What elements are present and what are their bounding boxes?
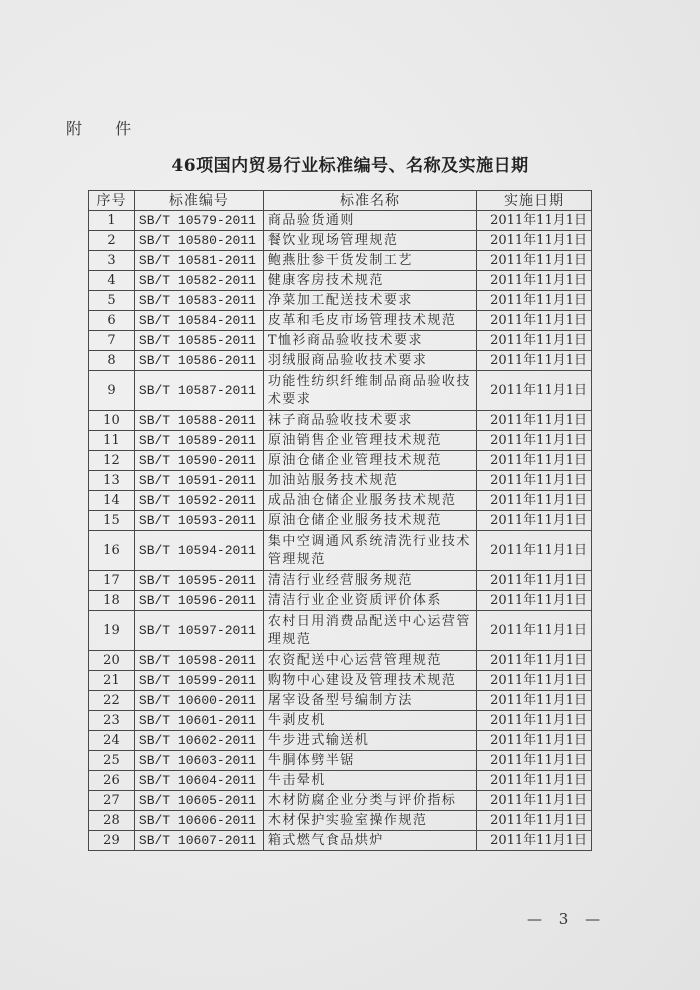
cell-effective-date: 2011年11月1日 (477, 771, 592, 791)
cell-standard-name: 餐饮业现场管理规范 (263, 231, 476, 251)
cell-standard-name: 箱式燃气食品烘炉 (263, 831, 476, 851)
cell-effective-date: 2011年11月1日 (477, 411, 592, 431)
cell-standard-code: SB/T 10602-2011 (134, 731, 263, 751)
cell-serial-number: 8 (89, 351, 135, 371)
attachment-label: 附 件 (66, 119, 146, 138)
cell-effective-date: 2011年11月1日 (477, 491, 592, 511)
cell-standard-code: SB/T 10588-2011 (134, 411, 263, 431)
cell-effective-date: 2011年11月1日 (477, 311, 592, 331)
cell-standard-name: 原油仓储企业服务技术规范 (263, 511, 476, 531)
cell-standard-name: 净菜加工配送技术要求 (263, 291, 476, 311)
cell-standard-code: SB/T 10582-2011 (134, 271, 263, 291)
cell-standard-name: 商品验货通则 (263, 211, 476, 231)
cell-standard-name: 原油仓储企业管理技术规范 (263, 451, 476, 471)
cell-standard-name: 牛剥皮机 (263, 711, 476, 731)
table-row (89, 831, 592, 851)
cell-standard-name: 功能性纺织纤维制品商品验收技术要求 (263, 371, 476, 411)
cell-standard-name: 木材防腐企业分类与评价指标 (263, 791, 476, 811)
cell-standard-code: SB/T 10586-2011 (134, 351, 263, 371)
cell-effective-date: 2011年11月1日 (477, 831, 592, 851)
cell-effective-date: 2011年11月1日 (477, 751, 592, 771)
cell-effective-date: 2011年11月1日 (477, 651, 592, 671)
cell-standard-name: 集中空调通风系统清洗行业技术管理规范 (263, 531, 476, 571)
cell-standard-name: 牛胴体劈半锯 (263, 751, 476, 771)
cell-effective-date: 2011年11月1日 (477, 231, 592, 251)
table-row (89, 651, 592, 671)
cell-effective-date: 2011年11月1日 (477, 731, 592, 751)
cell-effective-date: 2011年11月1日 (477, 371, 592, 411)
header-standard-code: 标准编号 (134, 191, 263, 211)
table-row (89, 491, 592, 511)
table-row (89, 751, 592, 771)
table-row (89, 251, 592, 271)
cell-effective-date: 2011年11月1日 (477, 791, 592, 811)
cell-effective-date: 2011年11月1日 (477, 351, 592, 371)
cell-standard-name: 皮革和毛皮市场管理技术规范 (263, 311, 476, 331)
document-title: 46项国内贸易行业标准编号、名称及实施日期 (171, 156, 529, 176)
cell-standard-name: 屠宰设备型号编制方法 (263, 691, 476, 711)
cell-serial-number: 21 (89, 671, 135, 691)
cell-standard-code: SB/T 10600-2011 (134, 691, 263, 711)
cell-effective-date: 2011年11月1日 (477, 571, 592, 591)
cell-serial-number: 24 (89, 731, 135, 751)
table-row (89, 611, 592, 651)
cell-standard-code: SB/T 10589-2011 (134, 431, 263, 451)
cell-serial-number: 28 (89, 811, 135, 831)
cell-serial-number: 9 (89, 371, 135, 411)
cell-standard-code: SB/T 10579-2011 (134, 211, 263, 231)
cell-standard-code: SB/T 10591-2011 (134, 471, 263, 491)
cell-effective-date: 2011年11月1日 (477, 431, 592, 451)
cell-standard-code: SB/T 10605-2011 (134, 791, 263, 811)
cell-standard-code: SB/T 10598-2011 (134, 651, 263, 671)
cell-serial-number: 15 (89, 511, 135, 531)
table-row (89, 291, 592, 311)
cell-serial-number: 17 (89, 571, 135, 591)
cell-effective-date: 2011年11月1日 (477, 291, 592, 311)
cell-standard-code: SB/T 10584-2011 (134, 311, 263, 331)
cell-serial-number: 26 (89, 771, 135, 791)
table-row (89, 451, 592, 471)
cell-standard-name: 健康客房技术规范 (263, 271, 476, 291)
table-row (89, 431, 592, 451)
cell-standard-code: SB/T 10601-2011 (134, 711, 263, 731)
cell-standard-name: 木材保护实验室操作规范 (263, 811, 476, 831)
cell-standard-name: 加油站服务技术规范 (263, 471, 476, 491)
table-row (89, 371, 592, 411)
cell-serial-number: 25 (89, 751, 135, 771)
cell-standard-code: SB/T 10604-2011 (134, 771, 263, 791)
cell-standard-code: SB/T 10599-2011 (134, 671, 263, 691)
table-row (89, 231, 592, 251)
cell-effective-date: 2011年11月1日 (477, 811, 592, 831)
cell-standard-name: 成品油仓储企业服务技术规范 (263, 491, 476, 511)
cell-serial-number: 11 (89, 431, 135, 451)
cell-serial-number: 16 (89, 531, 135, 571)
cell-serial-number: 6 (89, 311, 135, 331)
table-row (89, 471, 592, 491)
cell-serial-number: 13 (89, 471, 135, 491)
table-row (89, 791, 592, 811)
cell-serial-number: 20 (89, 651, 135, 671)
cell-standard-name: 清洁行业企业资质评价体系 (263, 591, 476, 611)
cell-standard-name: 农资配送中心运营管理规范 (263, 651, 476, 671)
cell-effective-date: 2011年11月1日 (477, 671, 592, 691)
cell-serial-number: 18 (89, 591, 135, 611)
header-serial-number: 序号 (89, 191, 135, 211)
cell-standard-name: 袜子商品验收技术要求 (263, 411, 476, 431)
cell-effective-date: 2011年11月1日 (477, 251, 592, 271)
cell-effective-date: 2011年11月1日 (477, 591, 592, 611)
cell-standard-code: SB/T 10580-2011 (134, 231, 263, 251)
cell-serial-number: 1 (89, 211, 135, 231)
cell-standard-code: SB/T 10594-2011 (134, 531, 263, 571)
table-row (89, 211, 592, 231)
table-row (89, 731, 592, 751)
table-row (89, 571, 592, 591)
cell-standard-code: SB/T 10585-2011 (134, 331, 263, 351)
table-row (89, 411, 592, 431)
table-row (89, 351, 592, 371)
cell-serial-number: 5 (89, 291, 135, 311)
cell-serial-number: 29 (89, 831, 135, 851)
cell-serial-number: 22 (89, 691, 135, 711)
cell-standard-code: SB/T 10595-2011 (134, 571, 263, 591)
cell-standard-name: 羽绒服商品验收技术要求 (263, 351, 476, 371)
cell-standard-name: 鲍燕肚参干货发制工艺 (263, 251, 476, 271)
cell-effective-date: 2011年11月1日 (477, 451, 592, 471)
cell-serial-number: 19 (89, 611, 135, 651)
cell-standard-name: T恤衫商品验收技术要求 (263, 331, 476, 351)
header-standard-name: 标准名称 (263, 191, 476, 211)
cell-standard-code: SB/T 10592-2011 (134, 491, 263, 511)
cell-effective-date: 2011年11月1日 (477, 331, 592, 351)
cell-effective-date: 2011年11月1日 (477, 531, 592, 571)
cell-serial-number: 10 (89, 411, 135, 431)
table-row (89, 771, 592, 791)
table-row (89, 711, 592, 731)
page-number: — 3 — (527, 910, 607, 928)
table-row (89, 531, 592, 571)
cell-standard-name: 购物中心建设及管理技术规范 (263, 671, 476, 691)
cell-standard-code: SB/T 10606-2011 (134, 811, 263, 831)
cell-standard-name: 清洁行业经营服务规范 (263, 571, 476, 591)
cell-standard-name: 牛步进式输送机 (263, 731, 476, 751)
cell-serial-number: 23 (89, 711, 135, 731)
cell-effective-date: 2011年11月1日 (477, 711, 592, 731)
cell-standard-name: 牛击晕机 (263, 771, 476, 791)
cell-effective-date: 2011年11月1日 (477, 611, 592, 651)
cell-standard-code: SB/T 10590-2011 (134, 451, 263, 471)
cell-standard-code: SB/T 10596-2011 (134, 591, 263, 611)
cell-standard-code: SB/T 10603-2011 (134, 751, 263, 771)
cell-effective-date: 2011年11月1日 (477, 691, 592, 711)
cell-effective-date: 2011年11月1日 (477, 511, 592, 531)
table-row (89, 311, 592, 331)
cell-serial-number: 3 (89, 251, 135, 271)
table-row (89, 271, 592, 291)
table-row (89, 331, 592, 351)
cell-serial-number: 27 (89, 791, 135, 811)
header-effective-date: 实施日期 (477, 191, 592, 211)
cell-standard-code: SB/T 10597-2011 (134, 611, 263, 651)
table-row (89, 691, 592, 711)
cell-serial-number: 4 (89, 271, 135, 291)
standards-table (88, 190, 592, 851)
table-row (89, 811, 592, 831)
cell-serial-number: 14 (89, 491, 135, 511)
cell-standard-code: SB/T 10587-2011 (134, 371, 263, 411)
cell-effective-date: 2011年11月1日 (477, 471, 592, 491)
cell-standard-code: SB/T 10593-2011 (134, 511, 263, 531)
table-row (89, 671, 592, 691)
cell-standard-code: SB/T 10581-2011 (134, 251, 263, 271)
cell-effective-date: 2011年11月1日 (477, 271, 592, 291)
cell-effective-date: 2011年11月1日 (477, 211, 592, 231)
cell-standard-code: SB/T 10607-2011 (134, 831, 263, 851)
table-row (89, 591, 592, 611)
cell-serial-number: 12 (89, 451, 135, 471)
cell-serial-number: 2 (89, 231, 135, 251)
cell-standard-code: SB/T 10583-2011 (134, 291, 263, 311)
table-row (89, 511, 592, 531)
cell-standard-name: 农村日用消费品配送中心运营管理规范 (263, 611, 476, 651)
table-header-row (89, 191, 592, 211)
cell-serial-number: 7 (89, 331, 135, 351)
cell-standard-name: 原油销售企业管理技术规范 (263, 431, 476, 451)
